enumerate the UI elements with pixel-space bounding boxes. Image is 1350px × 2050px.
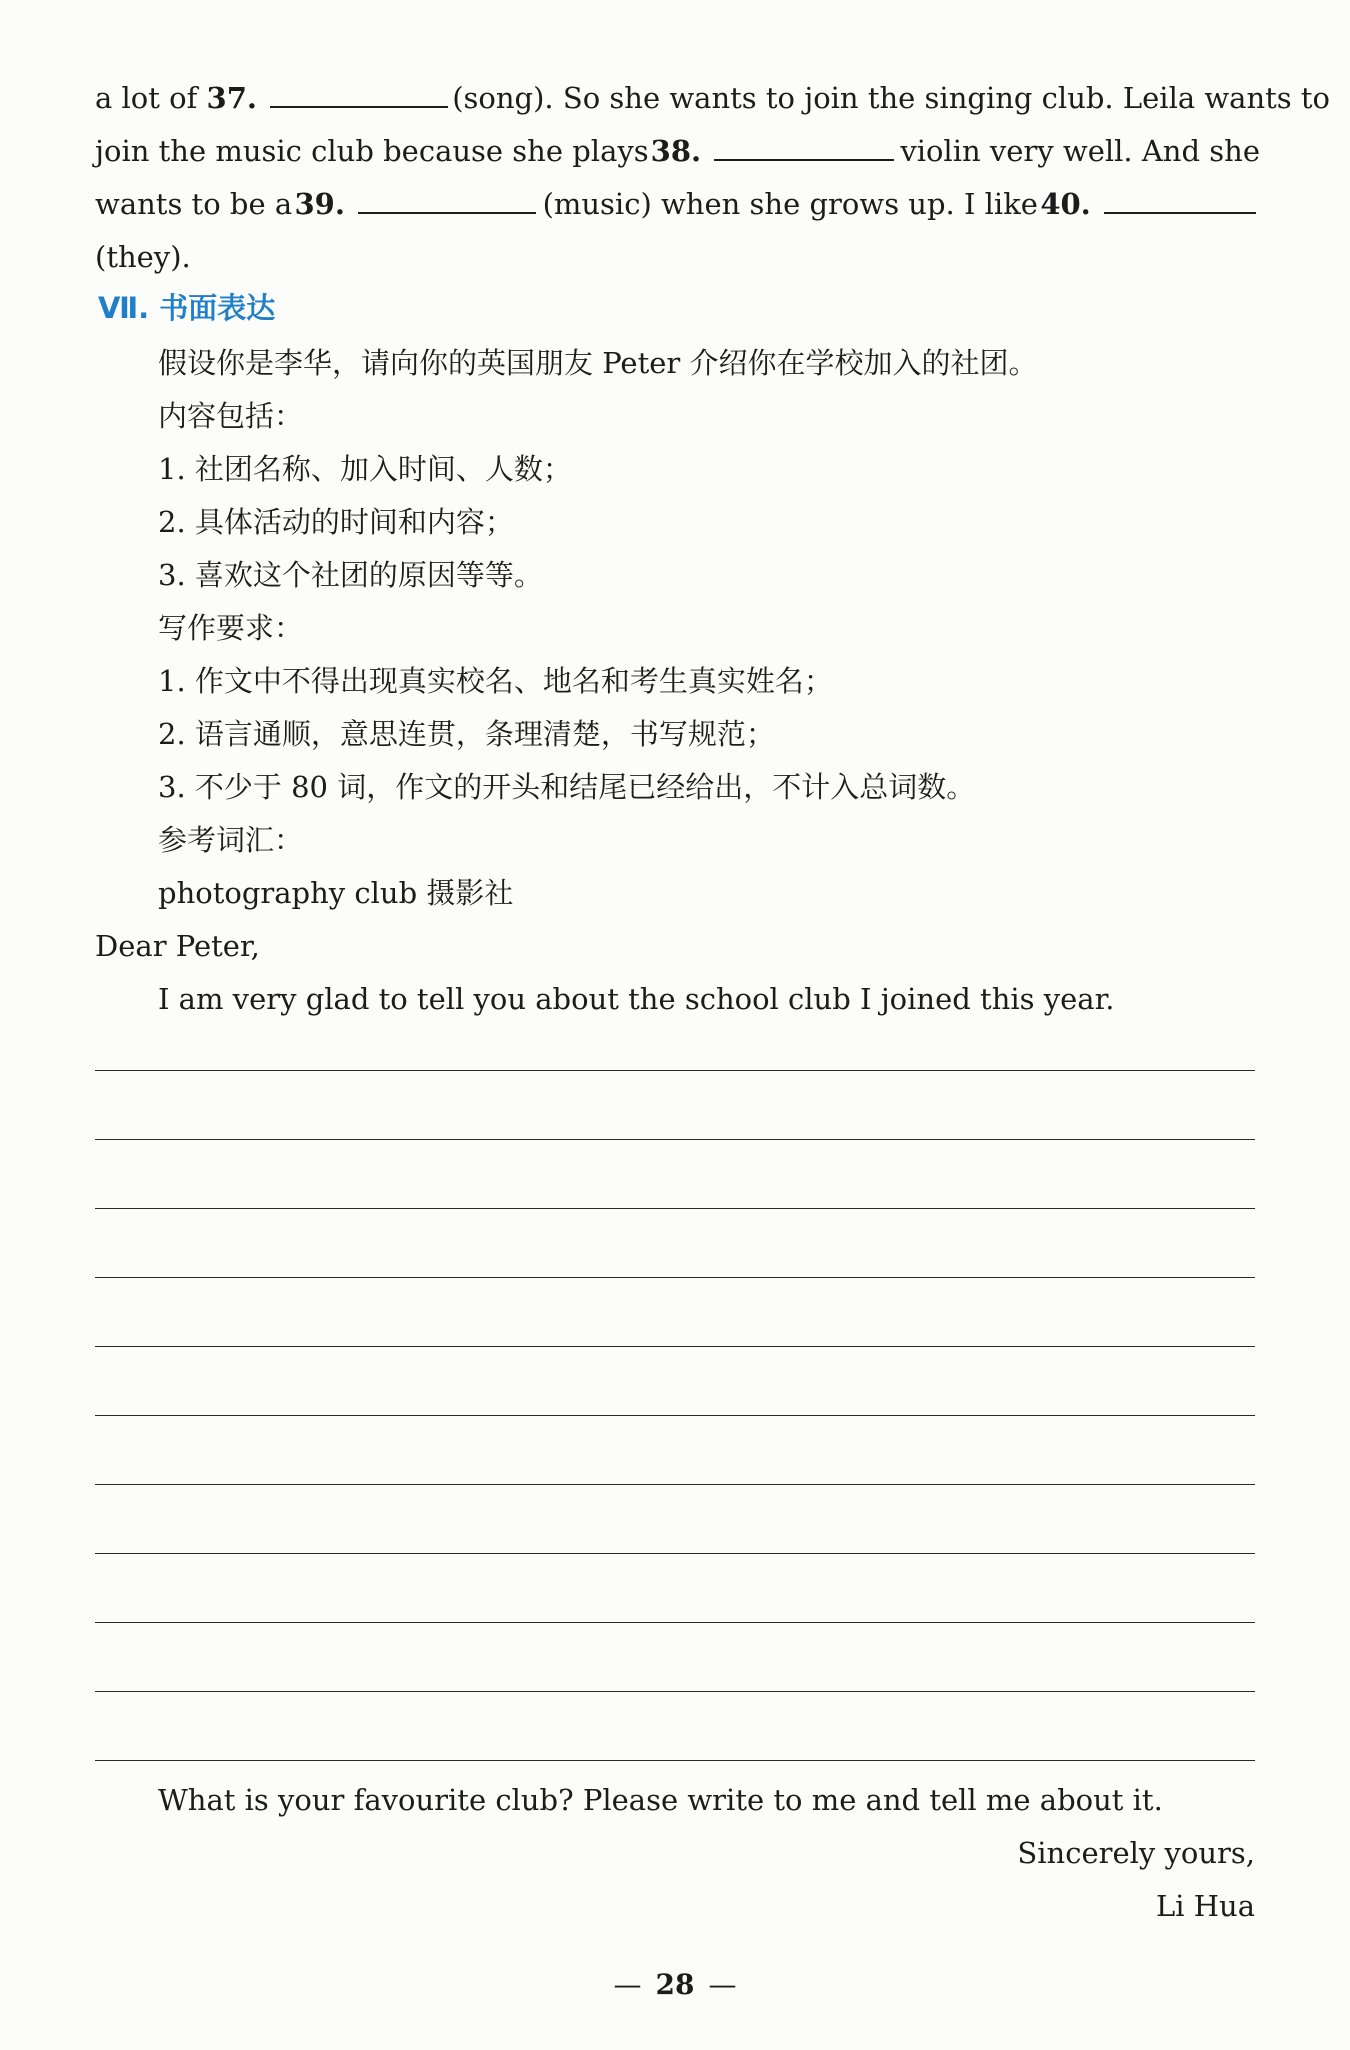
passage-line-1 xyxy=(95,78,1331,118)
task-prompt: 假设你是李华，请向你的英国朋友 Peter 介绍你在学校加入的社团。 xyxy=(158,346,1038,380)
content-item-2: 2. 具体活动的时间和内容； xyxy=(158,505,514,539)
letter-closing: What is your favourite club? Please write to me and tell me about it. xyxy=(158,1783,1163,1817)
vocab-item: photography club 摄影社 xyxy=(158,876,514,910)
vocab-heading: 参考词汇： xyxy=(158,823,304,857)
writing-line[interactable] xyxy=(95,1484,1255,1485)
writing-line[interactable] xyxy=(95,1277,1255,1278)
passage-text: violin very well. And she xyxy=(900,134,1260,168)
page-number xyxy=(0,1968,1350,2001)
writing-line[interactable] xyxy=(95,1622,1255,1623)
writing-line[interactable] xyxy=(95,1208,1255,1209)
content-item-3: 3. 喜欢这个社团的原因等等。 xyxy=(158,558,543,592)
passage-line-3 xyxy=(95,184,1260,224)
writing-line[interactable] xyxy=(95,1760,1255,1761)
content-heading: 内容包括： xyxy=(158,399,304,433)
passage-line-4: (they). xyxy=(95,240,191,274)
writing-line[interactable] xyxy=(95,1415,1255,1416)
dash-decoration: — xyxy=(613,1968,642,2001)
requirements-heading: 写作要求： xyxy=(158,611,304,645)
passage-text: a lot of xyxy=(95,81,198,115)
section-title: Ⅶ. 书面表达 xyxy=(98,291,276,325)
writing-line[interactable] xyxy=(95,1691,1255,1692)
page-number-value: 28 xyxy=(655,1968,695,2001)
requirement-item-1: 1. 作文中不得出现真实校名、地名和考生真实姓名； xyxy=(158,664,833,698)
answer-blank-39[interactable] xyxy=(358,184,536,214)
question-number-37: 37. xyxy=(206,81,257,115)
answer-blank-38[interactable] xyxy=(714,131,894,161)
requirement-item-2: 2. 语言通顺，意思连贯，条理清楚，书写规范； xyxy=(158,717,775,751)
question-number-40: 40. xyxy=(1040,187,1091,221)
passage-text: (music) when she grows up. I like xyxy=(542,187,1038,221)
letter-signoff: Sincerely yours, xyxy=(1017,1836,1255,1870)
writing-line[interactable] xyxy=(95,1139,1255,1140)
question-number-39: 39. xyxy=(294,187,345,221)
answer-blank-37[interactable] xyxy=(270,78,448,108)
question-number-38: 38. xyxy=(650,134,702,168)
content-item-1: 1. 社团名称、加入时间、人数； xyxy=(158,452,572,486)
letter-greeting: Dear Peter, xyxy=(95,929,260,963)
passage-text: (song). So she wants to join the singing club. Leila wants to xyxy=(452,81,1331,115)
passage-text: join the music club because she plays xyxy=(95,134,649,168)
writing-line[interactable] xyxy=(95,1070,1255,1071)
requirement-item-3: 3. 不少于 80 词，作文的开头和结尾已经给出，不计入总词数。 xyxy=(158,770,976,804)
passage-line-2 xyxy=(95,131,1260,171)
dash-decoration: — xyxy=(708,1968,737,2001)
passage-text: wants to be a xyxy=(95,187,293,221)
writing-line[interactable] xyxy=(95,1346,1255,1347)
letter-signature: Li Hua xyxy=(1155,1889,1255,1923)
letter-opening: I am very glad to tell you about the school club I joined this year. xyxy=(158,982,1115,1016)
writing-line[interactable] xyxy=(95,1553,1255,1554)
answer-blank-40[interactable] xyxy=(1104,184,1256,214)
